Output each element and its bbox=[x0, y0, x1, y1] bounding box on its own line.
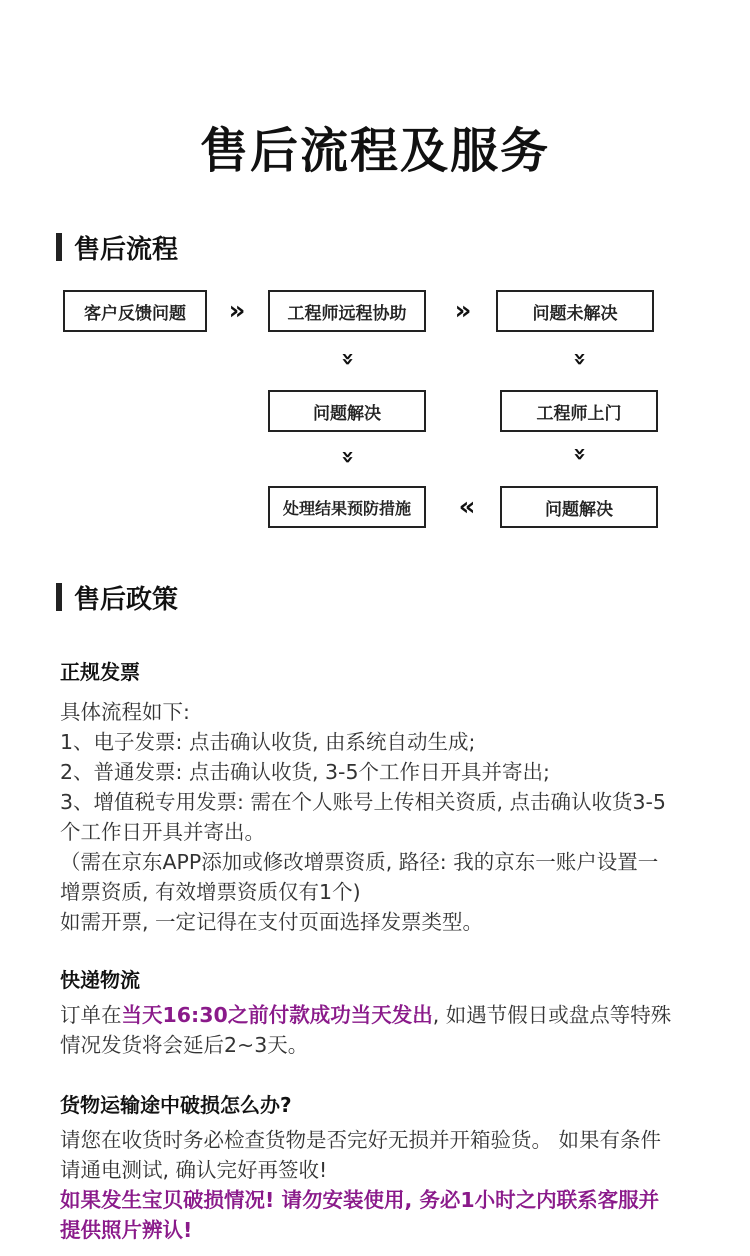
express-prefix: 订单在 bbox=[60, 1003, 122, 1027]
policy-section-heading bbox=[56, 582, 179, 615]
arrow-right-icon: » bbox=[228, 296, 246, 326]
invoice-line: 3、增值税专用发票: 需在个人账号上传相关资质, 点击确认收货3-5 bbox=[60, 790, 666, 814]
damage-line: 请您在收货时务必检查货物是否完好无损并开箱验货。 如果有条件 bbox=[60, 1128, 662, 1152]
flow-node-engineer-onsite: 工程师上门 bbox=[500, 390, 658, 432]
invoice-title: 正规发票 bbox=[60, 660, 140, 684]
flow-heading-text: 售后流程 bbox=[74, 234, 179, 265]
express-title: 快递物流 bbox=[60, 968, 140, 992]
flow-node-prevention: 处理结果预防措施 bbox=[268, 486, 426, 528]
express-line-2: 情况发货将会延后2~3天。 bbox=[60, 1033, 309, 1057]
invoice-line: （需在京东APP添加或修改增票资质, 路径: 我的京东一账户设置一 bbox=[60, 850, 659, 874]
flow-node-resolved-2: 问题解决 bbox=[500, 486, 658, 528]
arrow-down-icon: » bbox=[335, 351, 360, 367]
flow-node-customer-feedback: 客户反馈问题 bbox=[63, 290, 207, 332]
page-title: 售后流程及服务 bbox=[199, 123, 550, 179]
invoice-line: 增票资质, 有效增票资质仅有1个) bbox=[60, 880, 361, 904]
express-highlight: 当天16:30之前付款成功当天发出 bbox=[121, 1003, 433, 1027]
invoice-line: 个工作日开具并寄出。 bbox=[60, 820, 265, 844]
express-suffix: , 如遇节假日或盘点等特殊 bbox=[432, 1003, 672, 1027]
flow-section-heading bbox=[56, 232, 179, 265]
heading-bar bbox=[56, 583, 62, 611]
express-text bbox=[60, 1000, 710, 1060]
express-line-1 bbox=[60, 1000, 710, 1030]
invoice-line: 1、电子发票: 点击确认收货, 由系统自动生成; bbox=[60, 730, 476, 754]
damage-warning: 提供照片辨认! bbox=[60, 1218, 193, 1242]
arrow-right-icon: » bbox=[454, 296, 472, 326]
invoice-text bbox=[60, 697, 710, 937]
invoice-line: 2、普通发票: 点击确认收货, 3-5个工作日开具并寄出; bbox=[60, 760, 550, 784]
damage-title: 货物运输途中破损怎么办? bbox=[60, 1093, 292, 1117]
invoice-line: 具体流程如下: bbox=[60, 700, 190, 724]
arrow-down-icon: » bbox=[567, 446, 592, 462]
damage-warning: 如果发生宝贝破损情况! 请勿安装使用, 务必1小时之内联系客服并 bbox=[60, 1188, 660, 1212]
arrow-down-icon: » bbox=[335, 449, 360, 465]
policy-heading-text: 售后政策 bbox=[74, 584, 179, 615]
flow-node-resolved-1: 问题解决 bbox=[268, 390, 426, 432]
damage-text bbox=[60, 1125, 710, 1245]
arrow-down-icon: » bbox=[567, 351, 592, 367]
arrow-left-icon: « bbox=[458, 492, 476, 522]
invoice-line: 如需开票, 一定记得在支付页面选择发票类型。 bbox=[60, 910, 484, 934]
damage-line: 请通电测试, 确认完好再签收! bbox=[60, 1158, 328, 1182]
flow-node-engineer-remote: 工程师远程协助 bbox=[268, 290, 426, 332]
heading-bar bbox=[56, 233, 62, 261]
flow-node-unresolved: 问题未解决 bbox=[496, 290, 654, 332]
